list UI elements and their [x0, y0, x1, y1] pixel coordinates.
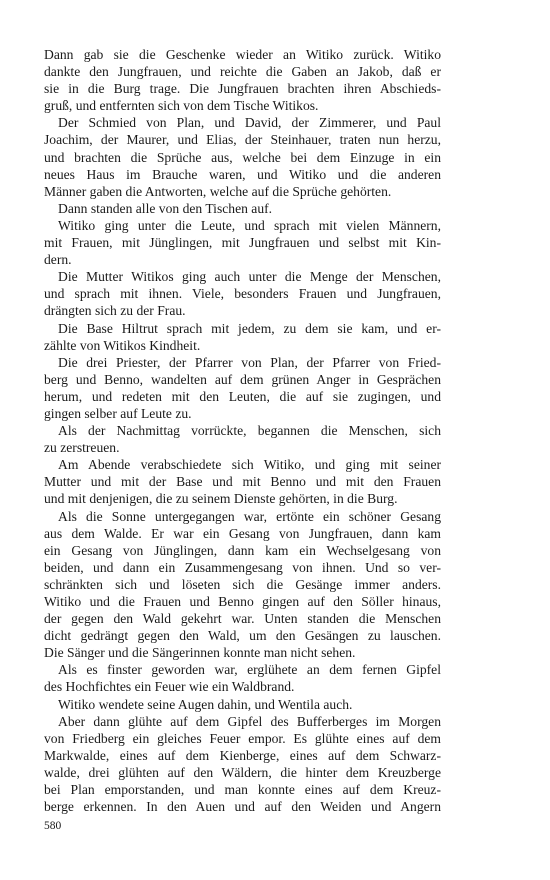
text-line: des Hochfichtes ein Feuer wie ein Waldbrand. [44, 679, 295, 695]
text-line: zu zerstreuen. [44, 440, 120, 456]
text-line: gingen selber auf Leute zu. [44, 405, 192, 421]
text-line: drängten sich zu der Frau. [44, 303, 186, 319]
text-line: Markwalde, eines auf dem Kienberge, eines auf dem Schwarz- [44, 747, 441, 763]
text-line: berg und Benno, wandelten auf dem grünen Anger in Gesprächen [44, 371, 441, 387]
text-line: dicht gedrängt gegen den Wald, um den Gesängen zu lauschen. [44, 628, 441, 644]
text-line: Joachim, der Maurer, und Elias, der Steinhauer, traten nun herzu, [44, 132, 441, 148]
text-line: zählte von Witikos Kindheit. [44, 337, 201, 353]
text-line: beiden, und dann ein Zusammengesang von ihnen. Und so ver- [44, 559, 441, 575]
text-line: Als es finster geworden war, erglühete an dem fernen Gipfel [58, 662, 441, 678]
text-line: Als der Nachmittag vorrückte, begannen die Menschen, sich [58, 423, 441, 439]
text-line: berge erkennen. In den Auen und auf den Weiden und Angern [44, 799, 441, 815]
text-line: dankte den Jungfrauen, und reichte die Gaben an Jakob, daß er [44, 64, 441, 80]
text-line: walde, drei glühten auf den Wäldern, die hinter dem Kreuzberge [44, 764, 441, 780]
page-number: 580 [44, 820, 62, 832]
text-line: neues Haus im Brauche waren, und Witiko und die anderen [44, 166, 441, 182]
text-line: Dann gab sie die Geschenke wieder an Witiko zurück. Witiko [44, 47, 441, 62]
text-line: Aber dann glühte auf dem Gipfel des Bufferberges im Morgen [58, 713, 441, 729]
text-line: gruß, und entfernten sich von dem Tische Witikos. [44, 98, 319, 114]
text-line: von Friedberg ein gleiches Feuer empor. Es glühte eines auf dem [44, 730, 441, 746]
text-line: Die Mutter Witikos ging auch unter die Menge der Menschen, [58, 269, 441, 285]
text-line: der gegen den Wald gekehrt war. Unten standen die Menschen [44, 611, 441, 627]
text-line: und sprach mit ihnen. Viele, besonders Frauen und Jungfrauen, [44, 286, 441, 302]
text-line: sie in die Burg trage. Die Jungfrauen brachten ihren Abschieds- [44, 81, 441, 97]
text-line: Witiko und die Frauen und Benno gingen auf den Söller hinaus, [44, 594, 441, 609]
text-line: Als die Sonne untergegangen war, ertönte ein schöner Gesang [58, 508, 441, 524]
page-body [44, 46, 441, 815]
text-line: Die Base Hiltrut sprach mit jedem, zu dem sie kam, und er- [58, 320, 441, 336]
text-line: mit Frauen, mit Jünglingen, mit Jungfrauen und selbst mit Kin- [44, 235, 441, 251]
text-line: und mit denjenigen, die zu seinem Dienste gehörten, in die Burg. [44, 491, 398, 507]
text-line: Witiko ging unter die Leute, und sprach mit vielen Männern, [58, 217, 441, 233]
text-line: und brachten die Sprüche aus, welche bei dem Einzuge in ein [44, 149, 441, 165]
text-line: Männer gaben die Antworten, welche auf die Sprüche gehörten. [44, 183, 392, 199]
text-line: herum, und redeten mit den Leuten, die auf sie zugingen, und [44, 388, 441, 404]
text-line: dern. [44, 252, 72, 268]
text-line: aus dem Walde. Er war ein Gesang von Jungfrauen, dann kam [44, 525, 441, 541]
text-line: Am Abende verabschiedete sich Witiko, und ging mit seiner [58, 457, 441, 473]
text-line: Witiko wendete seine Augen dahin, und Wentila auch. [58, 696, 353, 712]
text-line: bei Plan emporstanden, und man konnte eines auf dem Kreuz- [44, 782, 441, 798]
text-line: ein Gesang von Jünglingen, dann kam ein Wechselgesang von [44, 542, 441, 558]
text-line: schränkten sich und löseten sich die Gesänge immer anders. [44, 576, 441, 592]
text-line: Dann standen alle von den Tischen auf. [58, 200, 273, 216]
text-line: Der Schmied von Plan, und David, der Zimmerer, und Paul [58, 115, 441, 131]
text-line: Mutter und mit der Base und mit Benno und mit den Frauen [44, 474, 441, 490]
text-line: Die Sänger und die Sängerinnen konnte man nicht sehen. [44, 645, 356, 661]
text-line: Die drei Priester, der Pfarrer von Plan, der Pfarrer von Fried- [58, 354, 441, 370]
